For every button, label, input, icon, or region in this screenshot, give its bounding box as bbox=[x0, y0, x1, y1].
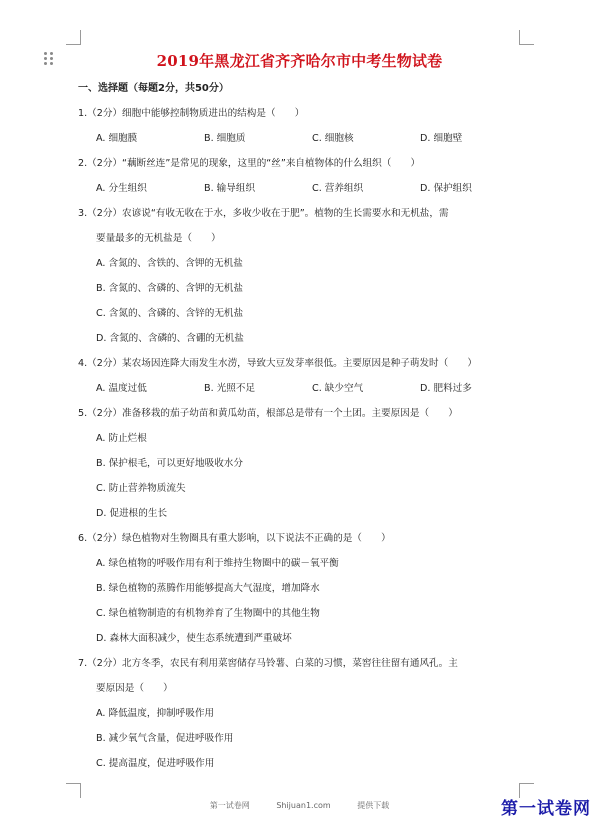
questions-container bbox=[78, 101, 528, 776]
options-row bbox=[78, 176, 528, 201]
answer-option: D. 森林大面积减少，使生态系统遭到严重破坏 bbox=[96, 633, 292, 644]
footer-right: 提供下载 bbox=[357, 801, 390, 810]
answer-option: C. 细胞核 bbox=[312, 133, 354, 144]
answer-option: C. 防止营养物质流失 bbox=[96, 483, 186, 494]
answer-option: C. 提高温度，促进呼吸作用 bbox=[96, 758, 215, 769]
question-item bbox=[78, 351, 528, 401]
answer-option: B. 保护根毛，可以更好地吸收水分 bbox=[96, 458, 243, 469]
question-stem: 3.（2分）农谚说“有收无收在于水，多收少收在于肥”。植物的生长需要水和无机盐，需 bbox=[78, 208, 449, 219]
question-item bbox=[78, 201, 528, 351]
crop-mark-bottom-left bbox=[66, 783, 81, 798]
question-stem: 6.（2分）绿色植物对生物圈具有重大影响，以下说法不正确的是（ ） bbox=[78, 533, 391, 544]
answer-option: D. 细胞壁 bbox=[420, 133, 463, 144]
question-stem: 2.（2分）“藕断丝连”是常见的现象，这里的“丝”来自植物体的什么组织（ ） bbox=[78, 158, 421, 169]
answer-option: A. 细胞膜 bbox=[96, 133, 138, 144]
answer-option: A. 含氮的、含铁的、含钾的无机盐 bbox=[96, 258, 243, 269]
question-item bbox=[78, 101, 528, 151]
answer-option: C. 绿色植物制造的有机物养育了生物圈中的其他生物 bbox=[96, 608, 320, 619]
options-row bbox=[78, 126, 528, 151]
question-stem: 要原因是（ ） bbox=[96, 683, 173, 694]
section-heading: 一、选择题（每题2分，共50分） bbox=[78, 83, 229, 94]
answer-option: D. 保护组织 bbox=[420, 183, 472, 194]
answer-option: C. 含氮的、含磷的、含锌的无机盐 bbox=[96, 308, 244, 319]
question-stem: 要量最多的无机盐是（ ） bbox=[96, 233, 221, 244]
brand-watermark: 第一试卷网 bbox=[501, 799, 591, 819]
question-stem: 7.（2分）北方冬季，农民有利用菜窖储存马铃薯、白菜的习惯，菜窖往往留有通风孔。主 bbox=[78, 658, 458, 669]
question-list bbox=[78, 76, 528, 776]
answer-option: B. 绿色植物的蒸腾作用能够提高大气湿度，增加降水 bbox=[96, 583, 320, 594]
answer-option: B. 含氮的、含磷的、含钾的无机盐 bbox=[96, 283, 243, 294]
answer-option: A. 绿色植物的呼吸作用有利于维持生物圈中的碳－氧平衡 bbox=[96, 558, 339, 569]
options-row bbox=[78, 376, 528, 401]
answer-option: A. 分生组织 bbox=[96, 183, 147, 194]
answer-option: B. 细胞质 bbox=[204, 133, 246, 144]
answer-option: C. 缺少空气 bbox=[312, 383, 364, 394]
question-stem: 4.（2分）某农场因连降大雨发生水涝，导致大豆发芽率很低。主要原因是种子萌发时（ ） bbox=[78, 358, 478, 369]
answer-option: A. 降低温度，抑制呼吸作用 bbox=[96, 708, 215, 719]
answer-option: B. 输导组织 bbox=[204, 183, 256, 194]
question-stem: 5.（2分）准备移栽的茄子幼苗和黄瓜幼苗，根部总是带有一个土团。主要原因是（ ） bbox=[78, 408, 458, 419]
answer-option: B. 减少氧气含量，促进呼吸作用 bbox=[96, 733, 234, 744]
answer-option: D. 含氮的、含磷的、含硼的无机盐 bbox=[96, 333, 244, 344]
answer-option: D. 促进根的生长 bbox=[96, 508, 168, 519]
footer-middle: Shijuan1.com bbox=[276, 801, 331, 810]
crop-mark-top-right bbox=[519, 30, 534, 45]
footer-left: 第一试卷网 bbox=[209, 801, 250, 810]
question-item bbox=[78, 401, 528, 526]
document-title: 2019年黑龙江省齐齐哈尔市中考生物试卷 bbox=[156, 52, 443, 70]
question-item bbox=[78, 651, 528, 776]
crop-mark-top-left bbox=[66, 30, 81, 45]
answer-option: A. 温度过低 bbox=[96, 383, 147, 394]
answer-option: D. 肥料过多 bbox=[420, 383, 472, 394]
answer-option: A. 防止烂根 bbox=[96, 433, 147, 444]
question-item bbox=[78, 151, 528, 201]
answer-option: C. 营养组织 bbox=[312, 183, 364, 194]
question-stem: 1.（2分）细胞中能够控制物质进出的结构是（ ） bbox=[78, 108, 305, 119]
question-item bbox=[78, 526, 528, 651]
answer-option: B. 光照不足 bbox=[204, 383, 256, 394]
